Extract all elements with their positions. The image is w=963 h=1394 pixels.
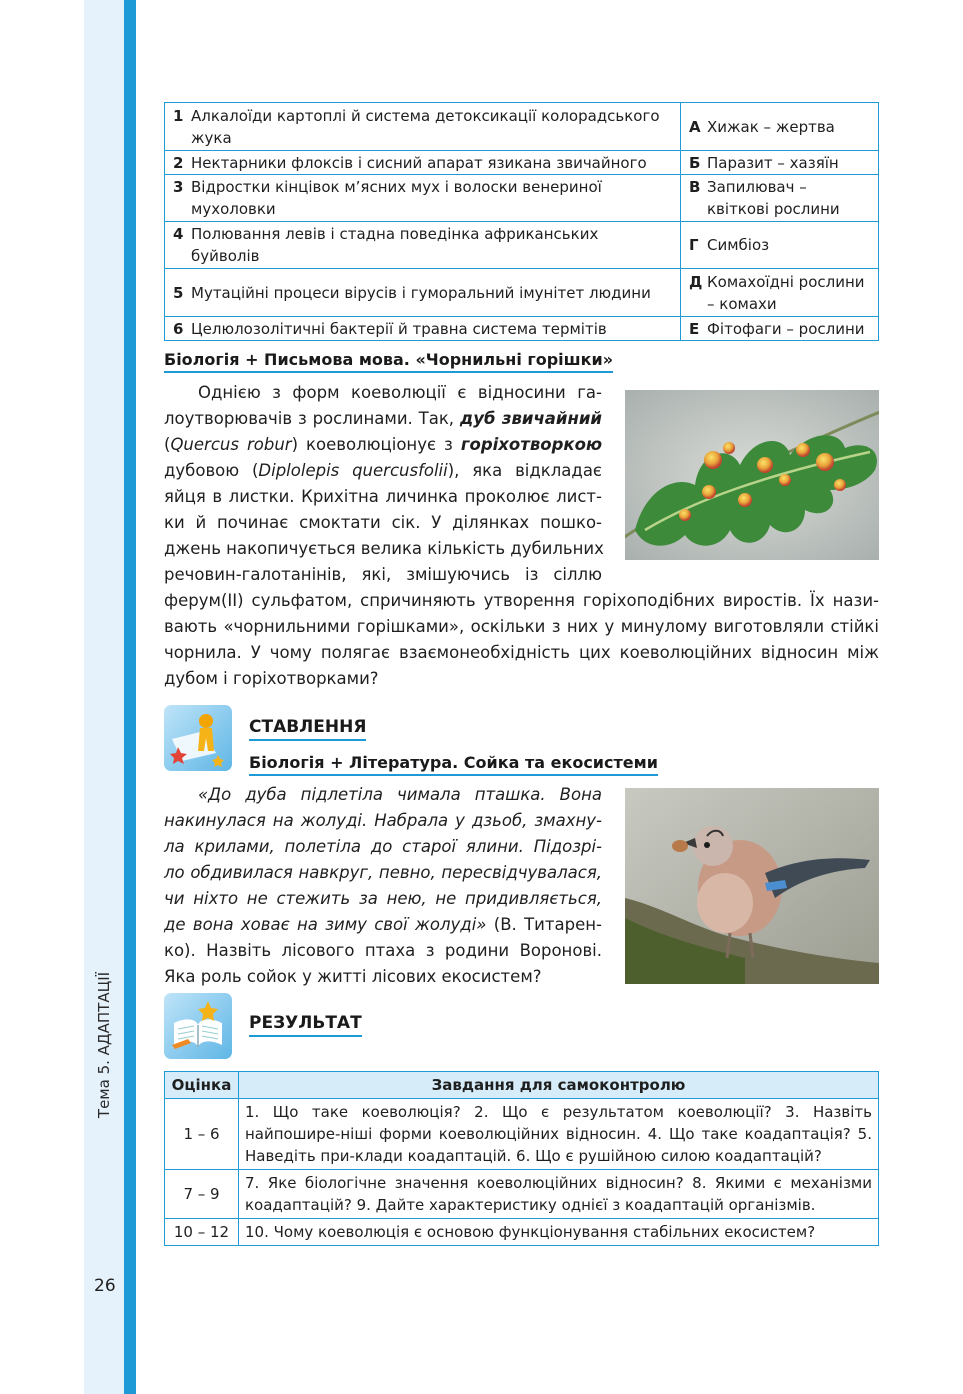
self-check-table [164, 1071, 879, 1246]
jay-bird-photo [625, 788, 879, 984]
tasks-column-header: Завдання для самоконтролю [239, 1072, 879, 1099]
attitude-title: СТАВЛЕННЯ [249, 717, 366, 741]
table-row [165, 1099, 879, 1170]
grade-cell: 10 – 12 [165, 1219, 239, 1246]
result-icon [164, 993, 232, 1059]
table-row: 2 Нектарники флоксів і сисний апарат язикана звичайного Б Паразит – хазяїн [165, 151, 879, 175]
attitude-icon [164, 705, 232, 771]
result-title: РЕЗУЛЬТАТ [249, 1013, 362, 1037]
grade-cell: 7 – 9 [165, 1170, 239, 1219]
tasks-cell: 1. Що таке коеволюція? 2. Що є результатом коеволюції? 3. Назвіть найпошире-ніші форми коеволюційних відносин. 4. Що таке коадаптація? 5. Наведіть при-клади коадаптацій. 6. Що є рушійною силою коадаптацій? [239, 1099, 879, 1170]
grade-cell: 1 – 6 [165, 1099, 239, 1170]
table-row: 3 Відростки кінцівок м’ясних мух і волоски венериної мухоловки В Запилювач – квіткові рослини [165, 175, 879, 222]
attitude-heading: Біологія + Література. Сойка та екосистеми [249, 753, 658, 776]
table-row [165, 1219, 879, 1246]
grade-column-header: Оцінка [165, 1072, 239, 1099]
page-number: 26 [94, 1276, 116, 1296]
side-accent-strip [124, 0, 136, 1394]
tasks-cell: 10. Чому коеволюція є основою функціонування стабільних екосистем? [239, 1219, 879, 1246]
ink-nuts-paragraph-bottom: ферум(ІІ) сульфатом, спричиняють утворення горіхоподібних виростів. Їх нази- вають «чорнильними горішками», оскільки з них у минулому виготовляли стійкі чорнила. У чому полягає взаємонеобхідність цих коеволюційних відносин між дубом і горіхотворками? [164, 591, 879, 688]
table-row: 6 Целюлозолітичні бактерії й травна система термітів Е Фітофаги – рослини [165, 317, 879, 341]
table-row: 5 Мутаційні процеси вірусів і гуморальний імунітет людини Д Комахоїдні рослини – комахи [165, 269, 879, 317]
side-margin-band [84, 0, 124, 1394]
table-row: 4 Полювання левів і стадна поведінка африканських буйволів Г Симбіоз [165, 222, 879, 269]
tasks-cell: 7. Яке біологічне значення коеволюційних відносин? 8. Якими є механізми коадаптацій? 9. Дайте характеристику однієї з коадаптацій організмів. [239, 1170, 879, 1219]
table-row: 1 Алкалоїди картоплі й система детоксикації колорадського жука А Хижак – жертва [165, 103, 879, 151]
jay-quote-paragraph: «До дуба підлетіла чимала пташка. Вона накинулася на жолуді. Набрала у дзьоб, змахну- ла крилами, полетіла до старої ялини. Підозрі- ло обдивилася навкруг, певно, пересвідчувалася, чи ніхто не стежить за нею, не придивляється, де вона ховає на зиму свої жолуді» (В. Титарен- ко). Назвіть лісового птаха з родини Воронові. Яка роль сойок у житті лісових екосистем? [164, 785, 602, 986]
chapter-label: Тема 5. АДАПТАЦІЇ [95, 971, 113, 1119]
ink-nuts-heading: Біологія + Письмова мова. «Чорнильні горішки» [164, 350, 613, 373]
oak-leaf-galls-photo [625, 390, 879, 560]
ink-nuts-paragraph-top: Однією з форм коеволюції є відносини га- лоутворювачів з рослинами. Так, дуб звичайний (Quercus robur) коеволюціонує з горіхотворкою дубовою (Diplolepis quercusfolii), яка відкладає яйця в листки. Крихітна личинка проколює лист- ки й починає смоктати сік. У ділянках пошко- джень накопичується велика кількість дубильних речовин-галотанінів, які, змішуючись із сіллю [164, 383, 604, 584]
table-header-row [165, 1072, 879, 1099]
matching-table [164, 102, 879, 341]
table-row [165, 1170, 879, 1219]
